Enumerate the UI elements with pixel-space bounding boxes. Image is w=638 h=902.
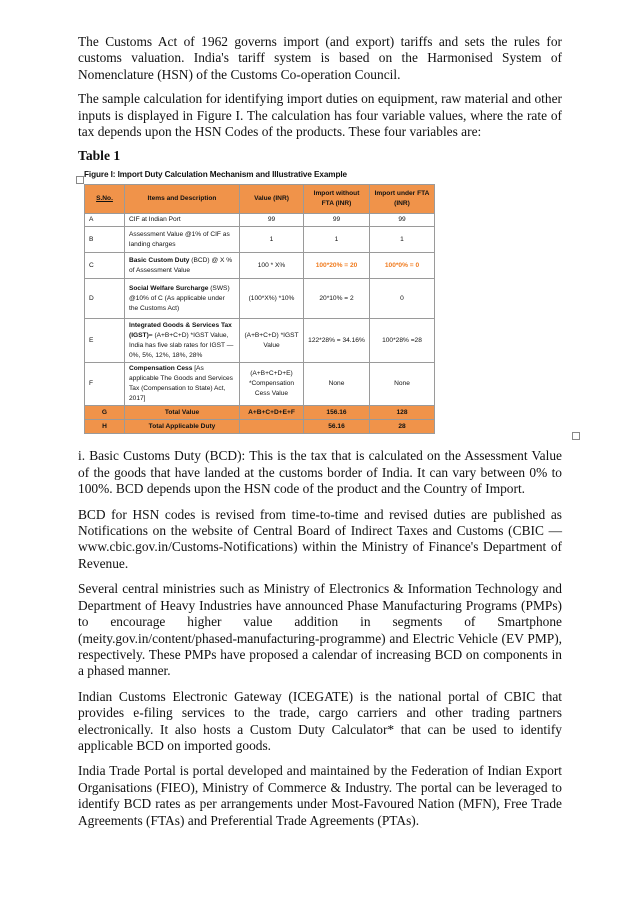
cell-sno: A (85, 214, 125, 227)
cell-sno: D (85, 279, 125, 319)
cell-desc (125, 214, 240, 227)
cell-value: 1 (240, 227, 304, 253)
total-duty-row (85, 420, 435, 434)
table-row (85, 253, 435, 279)
cell-value: (A+B+C+D) *IGST Value (240, 319, 304, 363)
cell-label: Total Applicable Duty (125, 420, 240, 434)
cell-desc (125, 227, 240, 253)
cell-desc-title: Basic Custom Duty (129, 256, 190, 264)
cell-desc-title: Integrated Goods & Services Tax (IGST) (129, 321, 232, 339)
cell-value: (100*X%) *10% (240, 279, 304, 319)
document-page (78, 34, 562, 838)
cell-value: A+B+C+D+E+F (240, 406, 304, 420)
cell-under-fta: 0 (370, 279, 435, 319)
cell-desc-text: (BCD) @ X % of Assessment Value (129, 256, 233, 274)
cell-desc (125, 279, 240, 319)
table-row (85, 214, 435, 227)
cell-sno: F (85, 363, 125, 406)
table-row (85, 319, 435, 363)
cell-sno: H (85, 420, 125, 434)
total-value-row (85, 406, 435, 420)
cell-under-fta: 1 (370, 227, 435, 253)
cell-desc-title: Social Welfare Surcharge (129, 284, 209, 292)
cell-without-fta: 122*28% = 34.16% (304, 319, 370, 363)
cell-value: 99 (240, 214, 304, 227)
cell-sno: B (85, 227, 125, 253)
cell-desc-text: CIF at Indian Port (129, 216, 181, 224)
cell-desc-text: Assessment Value @1% of CIF as landing charges (129, 230, 230, 248)
cell-without-fta: 56.16 (304, 420, 370, 434)
cell-desc (125, 363, 240, 406)
cell-desc-title: Compensation Cess (129, 365, 193, 373)
cell-under-fta: 128 (370, 406, 435, 420)
cell-under-fta: 28 (370, 420, 435, 434)
cell-sno: G (85, 406, 125, 420)
paragraph-sample-calculation: The sample calculation for identifying import duties on equipment, raw material and other inputs is displayed in Figure I. The calculation has four variable values, where the rate of tax depends upon the HSN Codes of the products. These four variables are: (78, 91, 562, 140)
import-duty-table (84, 184, 435, 434)
cell-desc-text: = (A+B+C+D) *IGST Value, India has five slab rates for IGST — 0%, 5%, 12%, 18%, 28% (129, 331, 234, 359)
cell-value: (A+B+C+D+E) *Compensation Cess Value (240, 363, 304, 406)
header-without-fta: Import without FTA (INR) (304, 185, 370, 214)
import-duty-figure (80, 170, 562, 434)
cell-sno: E (85, 319, 125, 363)
cell-without-fta: 100*20% = 20 (304, 253, 370, 279)
cell-value (240, 420, 304, 434)
figure-caption: Figure I: Import Duty Calculation Mechanism and Illustrative Example (84, 170, 347, 180)
cell-desc-text: (SWS) @10% of C (As applicable under the Customs Act) (129, 284, 230, 312)
paragraph-icegate: Indian Customs Electronic Gateway (ICEGATE) is the national portal of CBIC that provides e-filing services to the trade, cargo carriers and other trading partners electronically. It also hosts a Custom Duty Calculator* that can be used to identify applicable BCD on imported goods. (78, 688, 562, 753)
cell-under-fta: None (370, 363, 435, 406)
cell-value: 100 * X% (240, 253, 304, 279)
paragraph-pmp: Several central ministries such as Ministry of Electronics & Information Technology and Department of Heavy Industries have announced Phase Manufacturing Programs (PMPs) to encourage higher value addition in segments of Smartphone (meity.gov.in/content/phased-manufacturing-programme) and Electric Vehicle (EV PMP), respectively. These PMPs have proposed a calendar of increasing BCD on components in a phased manner. (78, 581, 562, 679)
cell-under-fta: 99 (370, 214, 435, 227)
cell-without-fta: 20*10% = 2 (304, 279, 370, 319)
image-resize-handle[interactable] (572, 432, 580, 440)
paragraph-india-trade-portal: India Trade Portal is portal developed and maintained by the Federation of Indian Export Organisations (FIEO), Ministry of Commerce & Industry. The portal can be leveraged to identify BCD rates as per arrangements under Most-Favoured Nation (MFN), Free Trade Agreements (FTAs) and Preferential Trade Agreements (PTAs). (78, 763, 562, 828)
table-row (85, 363, 435, 406)
cell-desc-text: [As applicable The Goods and Services Tax (Compensation to State) Act, 2017] (129, 365, 233, 403)
table-header-row (85, 185, 435, 214)
cell-without-fta: 99 (304, 214, 370, 227)
cell-desc (125, 319, 240, 363)
header-under-fta: Import under FTA (INR) (370, 185, 435, 214)
paragraph-bcd-revision: BCD for HSN codes is revised from time-to-time and revised duties are published as Notifications on the website of Central Board of Indirect Taxes and Customs (CBIC — www.cbic.gov.in/Customs-Notifications) within the Ministry of Finance's Department of Revenue. (78, 506, 562, 571)
cell-under-fta: 100*28% =28 (370, 319, 435, 363)
image-resize-handle[interactable] (76, 176, 84, 184)
cell-desc (125, 253, 240, 279)
table-row (85, 227, 435, 253)
paragraph-customs-act: The Customs Act of 1962 governs import (and export) tariffs and sets the rules for customs valuation. India's tariff system is based on the Harmonised System of Nomenclature (HSN) of the Customs Co-operation Council. (78, 34, 562, 82)
header-sno: S.No. (85, 185, 125, 214)
cell-under-fta: 100*0% = 0 (370, 253, 435, 279)
cell-without-fta: 156.16 (304, 406, 370, 420)
paragraph-bcd: i. Basic Customs Duty (BCD): This is the tax that is calculated on the Assessment Value of the goods that have landed at the customs border of India. It can vary between 0% to 100%. BCD depends upon the HSN code of the product and the Country of Import. (78, 448, 562, 497)
cell-without-fta: 1 (304, 227, 370, 253)
table-heading: Table 1 (78, 148, 121, 164)
cell-without-fta: None (304, 363, 370, 406)
header-value: Value (INR) (240, 185, 304, 214)
cell-sno: C (85, 253, 125, 279)
table-row (85, 279, 435, 319)
cell-label: Total Value (125, 406, 240, 420)
header-items: Items and Description (125, 185, 240, 214)
